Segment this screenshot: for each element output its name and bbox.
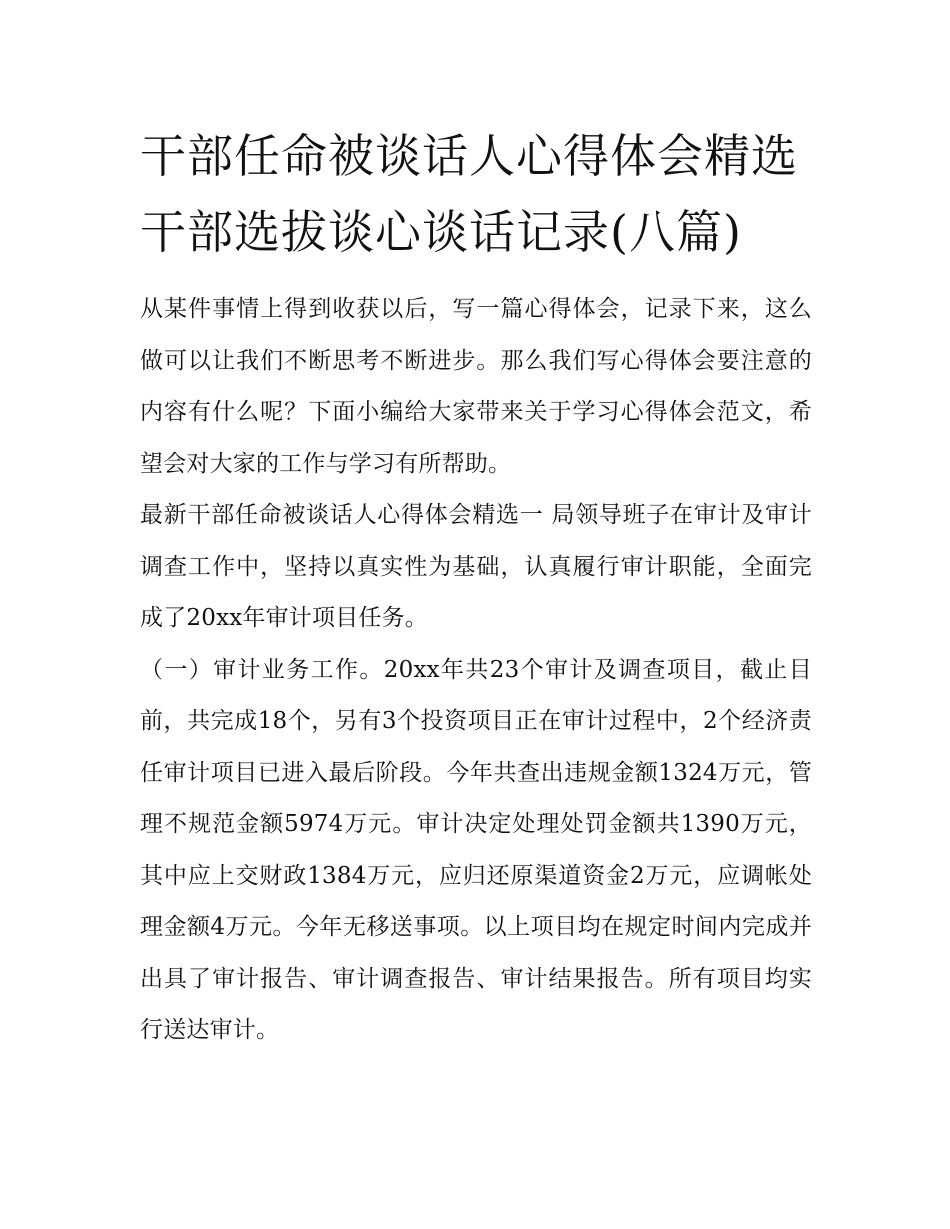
document-title: 干部任命被谈话人心得体会精选 干部选拔谈心谈话记录(八篇) <box>140 129 798 259</box>
section-one-paragraph: 最新干部任命被谈话人心得体会精选一 局领导班子在审计及审计调查工作中，坚持以真实性为基础，认真履行审计职能，全面完成了20xx年审计项目任务。 <box>140 502 812 631</box>
audit-work-paragraph: （一）审计业务工作。20xx年共23个审计及调查项目，截止目前，共完成18个，另有3个投资项目正在审计过程中，2个经济责任审计项目已进入最后阶段。今年共查出违规金额1324万元，管理不规范金额5974万元。审计决定处理处罚金额共1390万元，其中应上交财政1384万元，应归还原渠道资金2万元，应调帐处理金额4万元。今年无移送事项。以上项目均在规定时间内完成并出具了审计报告、审计调查报告、审计结果报告。所有项目均实行送达审计。 <box>140 656 812 1043</box>
intro-paragraph: 从某件事情上得到收获以后，写一篇心得体会，记录下来，这么做可以让我们不断思考不断进步。那么我们写心得体会要注意的内容有什么呢？下面小编给大家带来关于学习心得体会范文，希望会对大家的工作与学习有所帮助。 <box>140 296 812 477</box>
document-body <box>140 118 812 1057</box>
